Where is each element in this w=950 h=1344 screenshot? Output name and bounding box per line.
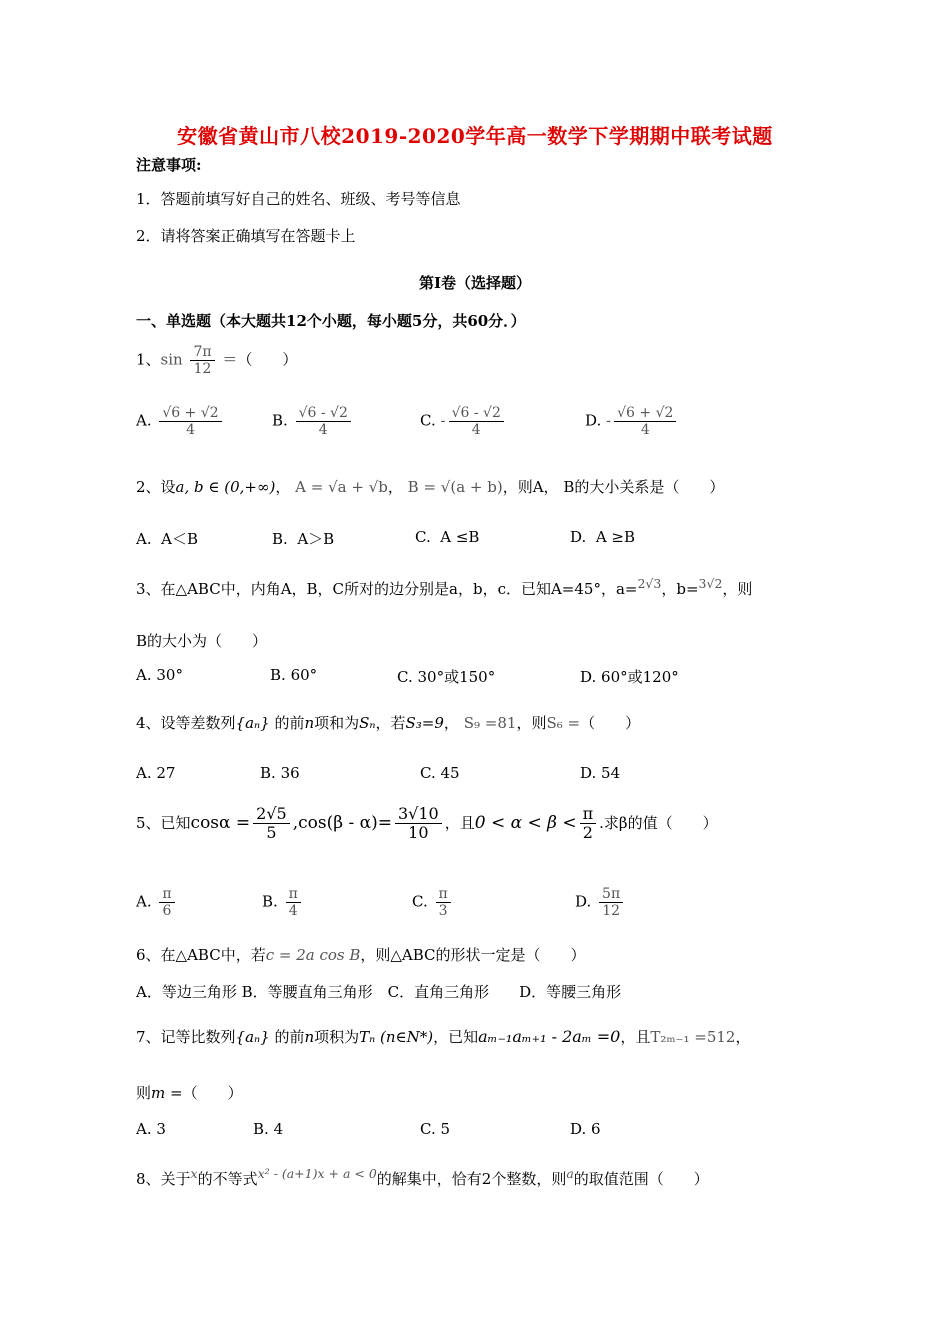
q7-sequence: {aₙ} [235, 1028, 270, 1046]
option-text: 36 [280, 764, 300, 782]
option-text: 60°或120° [601, 668, 679, 686]
q2-sep: ， [387, 478, 403, 496]
q7-text: 项积为 [314, 1028, 360, 1046]
q7-line-2 [136, 1082, 243, 1103]
q2-option-d [570, 528, 635, 546]
question-5 [136, 805, 718, 843]
q1-option-d [585, 405, 679, 438]
q1-den: 12 [193, 361, 212, 378]
fraction-den: 10 [408, 823, 429, 843]
option-label: A. [136, 892, 152, 911]
q2-tail: 的大小关系是（ ） [574, 478, 725, 496]
q4-option-b [260, 764, 300, 782]
question-3 [136, 576, 752, 599]
q3-line-2: B的大小为（ ） [136, 632, 268, 650]
q5-option-c [412, 886, 454, 919]
q2-sep: ，则 [502, 478, 533, 496]
option-fraction [296, 405, 351, 438]
q5-option-d [575, 886, 626, 919]
option-den: 4 [318, 422, 328, 439]
q8-x: x [190, 1166, 198, 1181]
option-label: C. [397, 668, 413, 686]
option-num: 5π [599, 886, 623, 903]
q3-a-value: 2√3 [637, 576, 662, 591]
q7-text: 则 [136, 1084, 152, 1102]
q4-option-c [420, 764, 460, 782]
question-1 [136, 344, 297, 377]
q7-t-value: T₂ₘ₋₁ =512 [650, 1028, 736, 1046]
q3-option-d [580, 666, 679, 687]
option-text: 27 [156, 764, 176, 782]
q4-option-a [136, 764, 175, 782]
fraction-den: 2 [582, 823, 593, 843]
q7-text: 的前 [274, 1028, 305, 1046]
q4-tail: （ ） [580, 714, 641, 732]
q2-ab: A， B [532, 478, 575, 496]
q3-mid: ，b= [661, 580, 699, 598]
q4-s6: S₆ = [546, 714, 581, 732]
q4-s3: S₃=9 [405, 714, 444, 732]
fraction-num: π [580, 805, 597, 824]
q5-cos-alpha: cosα = [190, 812, 251, 833]
option-label: A. [136, 666, 152, 684]
option-label: B. [262, 892, 278, 911]
q5-range: 0 < α < β < [474, 812, 577, 833]
option-text: 6 [591, 1120, 601, 1138]
q5-fraction-2 [395, 805, 442, 843]
option-text: A ≥B [595, 528, 636, 546]
q7-option-b [253, 1120, 283, 1138]
q4-text: ，若 [375, 714, 406, 732]
option-label: A. [136, 1120, 152, 1138]
option-fraction [159, 405, 221, 438]
q3-end: ，则 [722, 580, 753, 598]
q7-text: ，且 [620, 1028, 651, 1046]
q5-tail: .求β的值（ ） [599, 813, 718, 832]
q7-n: n [304, 1028, 315, 1046]
question-2 [136, 476, 724, 497]
part-title: 第I卷（选择题） [418, 274, 532, 292]
option-text: A＜B [161, 530, 199, 548]
q4-s9: S₉ =81 [463, 714, 517, 732]
q2-option-a [136, 528, 198, 549]
fraction-den: 5 [266, 823, 277, 843]
q2-def-a: A = √a + √b [295, 478, 388, 496]
q3-option-a [136, 666, 183, 684]
q7-text: ，已知 [433, 1028, 479, 1046]
q5-prefix: 5、已知 [136, 813, 191, 832]
section-title: 一、单选题（本大题共12个小题，每小题5分，共60分．） [136, 312, 526, 330]
q6-prefix: 6、在△ABC中，若 [136, 946, 266, 964]
option-label: D. [575, 892, 592, 911]
option-den: 6 [162, 903, 172, 920]
q7-option-d [570, 1120, 601, 1138]
q1-fraction [190, 344, 214, 377]
option-num: π [159, 886, 174, 903]
q2-option-b [272, 528, 334, 549]
option-label: C. [420, 1120, 436, 1138]
q1-option-b [272, 405, 354, 438]
option-num: √6 + √2 [159, 405, 221, 422]
document-title: 安徽省黄山市八校2019-2020学年高一数学下学期期中联考试题 [177, 124, 773, 148]
q3-option-b [270, 666, 317, 684]
q8-inequality: x² - (a+1)x + a < 0 [257, 1166, 377, 1181]
question-4 [136, 712, 640, 733]
q2-prefix: 2、设 [136, 478, 176, 496]
option-label: D. [585, 411, 602, 430]
option-fraction [599, 886, 623, 919]
q5-option-b [262, 886, 304, 919]
option-den: 4 [640, 422, 650, 439]
option-den: 3 [438, 903, 448, 920]
q1-num: 7π [190, 344, 214, 361]
option-fraction [614, 405, 676, 438]
q7-equation: aₘ₋₁aₘ₊₁ - 2aₘ =0 [478, 1027, 621, 1046]
option-num: √6 + √2 [614, 405, 676, 422]
option-den: 4 [471, 422, 481, 439]
option-label: D. [570, 528, 587, 546]
option-text: 30°或150° [417, 668, 496, 686]
option-label: B. [253, 1120, 269, 1138]
option-text: 45 [440, 764, 460, 782]
q7-prefix: 7、记等比数列 [136, 1028, 236, 1046]
question-8 [136, 1166, 709, 1189]
option-den: 12 [602, 903, 621, 920]
option-num: √6 - √2 [296, 405, 351, 422]
option-text: 3 [156, 1120, 166, 1138]
q4-n: n [304, 714, 315, 732]
fraction-num: 2√5 [253, 805, 290, 824]
question-7 [136, 1026, 750, 1047]
q8-text: 的不等式 [197, 1170, 258, 1188]
q7-option-c [420, 1120, 450, 1138]
q4-sn: Sₙ [359, 714, 376, 732]
option-label: B. [260, 764, 276, 782]
question-6 [136, 944, 586, 965]
q3-b-value: 3√2 [698, 576, 723, 591]
q2-def-b: B = √(a + b) [407, 478, 503, 496]
option-text: 4 [273, 1120, 284, 1138]
option-den: 4 [288, 903, 298, 920]
q8-prefix: 8、关于 [136, 1170, 191, 1188]
q7-option-a [136, 1120, 166, 1138]
option-label: B. [272, 411, 288, 430]
option-sign: - [606, 411, 612, 430]
q1-tail: ＝（ ） [222, 350, 298, 369]
option-label: C. [415, 528, 431, 546]
option-text: 5 [440, 1120, 451, 1138]
q6-tail: ，则△ABC的形状一定是（ ） [360, 946, 586, 964]
option-text: 54 [601, 764, 621, 782]
q7-tn: Tₙ (n∈N*) [359, 1028, 434, 1046]
option-num: π [286, 886, 301, 903]
option-label: D. [580, 764, 597, 782]
option-label: D. [570, 1120, 587, 1138]
q5-fraction-1 [253, 805, 290, 843]
q1-prefix: 1、 [136, 350, 161, 369]
option-label: C. [420, 764, 436, 782]
option-label: B. [272, 530, 288, 548]
option-num: √6 - √2 [449, 405, 504, 422]
notice-heading: 注意事项: [136, 156, 202, 174]
option-label: C. [420, 411, 436, 430]
q8-text: 的解集中，恰有2个整数，则 [376, 1170, 567, 1188]
q7-end: ， [735, 1028, 751, 1046]
option-fraction [449, 405, 504, 438]
option-fraction [286, 886, 301, 919]
option-label: C. [412, 892, 428, 911]
q4-prefix: 4、设等差数列 [136, 714, 236, 732]
q1-option-a [136, 405, 225, 438]
q3-option-c [397, 666, 495, 687]
fraction-num: 3√10 [395, 805, 442, 824]
option-text: 60° [290, 666, 318, 684]
q3-text: 3、在△ABC中，内角A，B，C所对的边分别是a，b，c．已知A=45°，a= [136, 580, 638, 598]
option-text: A ≤B [440, 528, 480, 546]
option-den: 4 [186, 422, 195, 439]
q5-range-fraction [580, 805, 597, 843]
q5-option-a [136, 886, 178, 919]
q7-text: （ ） [182, 1084, 243, 1102]
q4-sequence: {aₙ} [235, 714, 270, 732]
q4-text: ，则 [516, 714, 547, 732]
option-fraction [436, 886, 451, 919]
option-sign: - [440, 411, 446, 430]
option-label: A. [136, 411, 152, 430]
option-label: A. [136, 530, 152, 548]
option-fraction [159, 886, 174, 919]
q4-text: 的前 [274, 714, 305, 732]
option-text: 30° [156, 666, 183, 684]
q8-a: a [566, 1166, 574, 1181]
q2-sep: ， [275, 478, 291, 496]
q8-tail: 的取值范围（ ） [573, 1170, 709, 1188]
q6-condition: c = 2a cos B [265, 946, 361, 964]
q7-m: m = [151, 1084, 183, 1102]
option-label: A. [136, 764, 152, 782]
notice-item-2: 2．请将答案正确填写在答题卡上 [136, 227, 356, 245]
q5-cos-beta-alpha: ,cos(β - α)= [292, 812, 392, 833]
option-label: B. [270, 666, 286, 684]
q4-option-d [580, 764, 620, 782]
q5-mid: ，且 [444, 813, 475, 832]
q1-fn: sin [160, 350, 183, 369]
option-num: π [436, 886, 451, 903]
q4-text: 项和为 [314, 714, 360, 732]
q2-option-c [415, 528, 479, 546]
option-text: A＞B [297, 530, 335, 548]
q6-options: A．等边三角形 B．等腰直角三角形 C．直角三角形 D．等腰三角形 [136, 983, 622, 1001]
q4-text: ， [443, 714, 459, 732]
notice-item-1: 1．答题前填写好自己的姓名、班级、考号等信息 [136, 190, 461, 208]
q1-option-c [420, 405, 507, 438]
option-label: D. [580, 668, 597, 686]
q2-condition: a, b ∈ (0,+∞) [175, 478, 276, 496]
